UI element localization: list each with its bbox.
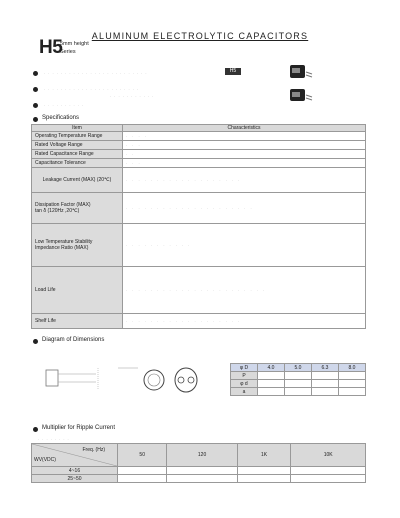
spec-label: Load Life — [32, 267, 123, 314]
spec-label-line: Low Temperature Stability — [35, 239, 93, 245]
feature-bullet — [33, 71, 38, 76]
feature-bullet — [33, 103, 38, 108]
table-row — [32, 467, 366, 475]
table-row — [32, 193, 366, 224]
table-row — [231, 372, 366, 380]
feature-bullet — [33, 87, 38, 92]
table-header-row — [32, 444, 366, 467]
spec-label: Shelf Life — [32, 314, 123, 329]
spec-label: Operating Temperature Range — [32, 132, 123, 141]
spec-value: . . . . . . . . . . . . . . . . . . . . . — [123, 193, 366, 224]
feature-text-faint: . . . . . . . . . . . — [110, 93, 155, 98]
feature-text-faint: . . . . . . . . . . . . . . . . . . . . . . . — [44, 86, 140, 91]
series-subtitle-line2: Series — [60, 49, 76, 55]
table-row — [231, 388, 366, 396]
section-heading-specifications: Specifications — [42, 115, 80, 121]
table-header-cell: 120 — [167, 444, 237, 467]
table-header-cell: 5.0 — [285, 364, 312, 372]
section-heading-ripple: Multiplier for Ripple Current — [42, 425, 116, 431]
dims-label: P — [231, 372, 258, 380]
table-row — [32, 150, 366, 159]
table-header-cell: 8.0 — [339, 364, 366, 372]
table-header-row — [231, 364, 366, 372]
section-bullet — [33, 117, 38, 122]
table-row — [32, 224, 366, 267]
table-header-cell: 10K — [291, 444, 366, 467]
table-row — [32, 168, 366, 193]
capacitor-photo — [284, 62, 314, 110]
series-badge: H5 — [225, 68, 241, 75]
dimensions-table — [230, 363, 366, 396]
series-code: H5 — [39, 37, 63, 58]
table-header-row — [32, 125, 366, 132]
dims-label: φ d — [231, 380, 258, 388]
feature-text-faint: . . . . . . . . . . — [44, 102, 85, 107]
freq-label: Freq. (Hz) — [82, 447, 105, 453]
spec-label: Rated Capacitance Range — [32, 150, 123, 159]
specifications-table — [31, 124, 366, 329]
spec-value: . . . . . . . . . . . . . . . . . . . — [123, 314, 366, 329]
table-header-cell: Characteristics — [123, 125, 366, 132]
ripple-note-faint: . . . . . . . . — [38, 436, 70, 441]
ripple-corner-cell — [32, 444, 118, 467]
table-header-cell: 6.3 — [312, 364, 339, 372]
table-row — [32, 141, 366, 150]
spec-value: . . . . . . . . . . . . . . . . . . . — [123, 168, 366, 193]
table-row — [32, 159, 366, 168]
spec-label-line: Impedance Ratio (MAX) — [35, 245, 89, 251]
wv-label: WV(VDC) — [34, 457, 56, 463]
spec-value: . . . — [123, 159, 366, 168]
section-bullet — [33, 339, 38, 344]
series-subtitle — [60, 40, 89, 56]
spec-value: . . . . . . . . . . . . . . . . . . . . . . . — [123, 267, 366, 314]
spec-label-line: tan δ (120Hz ,20℃) — [35, 208, 80, 214]
table-row — [32, 475, 366, 483]
wv-row-label: 25~50 — [32, 475, 118, 483]
table-header-cell: φ D — [231, 364, 258, 372]
section-bullet — [33, 427, 38, 432]
spec-value: . . . — [123, 141, 366, 150]
table-row — [32, 267, 366, 314]
table-row — [32, 314, 366, 329]
table-header-cell: 4.0 — [258, 364, 285, 372]
spec-label: Capacitance Tolerance — [32, 159, 123, 168]
wv-row-label: 4~16 — [32, 467, 118, 475]
dims-label: a — [231, 388, 258, 396]
spec-label: Rated Voltage Range — [32, 141, 123, 150]
table-header-cell: Item — [32, 125, 123, 132]
spec-label-line: Dissipation Factor (MAX) — [35, 202, 91, 208]
table-row — [32, 132, 366, 141]
spec-label — [32, 224, 123, 267]
spec-label: Leakage Current (MAX) (20℃) — [32, 168, 123, 193]
ripple-table — [31, 443, 366, 483]
table-row — [231, 380, 366, 388]
spec-value: . . — [123, 150, 366, 159]
section-heading-dimensions: Diagram of Dimensions — [42, 337, 105, 343]
dimension-diagram — [38, 360, 208, 400]
table-header-cell: 1K — [237, 444, 291, 467]
page-title: ALUMINUM ELECTROLYTIC CAPACITORS — [91, 31, 309, 41]
table-header-cell: 50 — [118, 444, 167, 467]
spec-value: . . . . . . . . . . . — [123, 224, 366, 267]
spec-value: . . . . — [123, 132, 366, 141]
series-subtitle-line1: 5mm height — [60, 41, 89, 47]
feature-text-faint: . . . . . . . . . . . . . . . . . . . . . . . . . — [44, 70, 148, 75]
spec-label — [32, 193, 123, 224]
